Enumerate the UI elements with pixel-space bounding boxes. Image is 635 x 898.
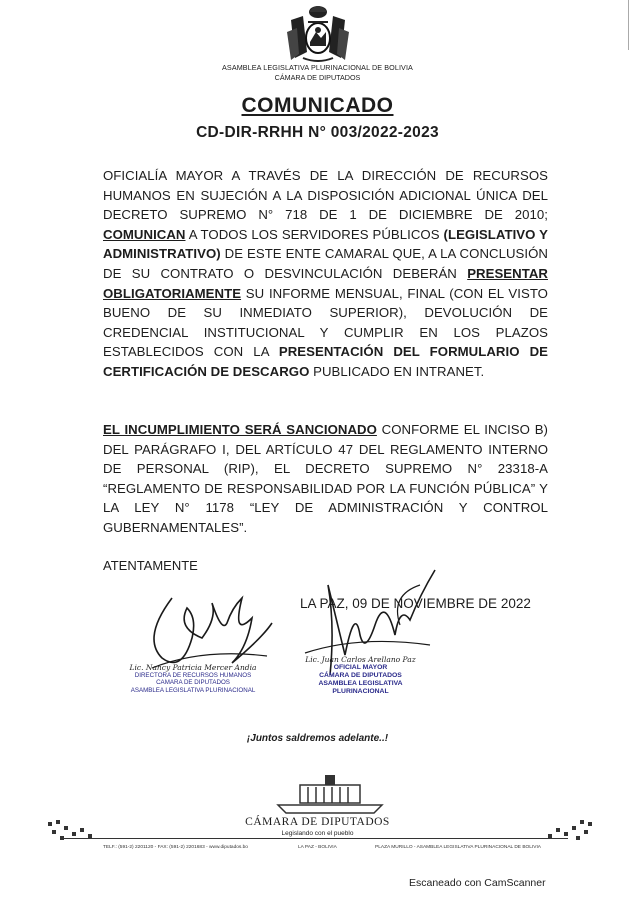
footer-address: PLAZA MURILLO - ASAMBLEA LEGISLATIVA PLURINACIONAL DE BOLIVIA: [375, 845, 541, 850]
footer-divider: [60, 838, 568, 839]
signer-left-name: Lic. Nancy Patricia Mercer Andia: [129, 663, 257, 672]
signature-left-stamp: [128, 664, 258, 694]
document-code: CD-DIR-RRHH N° 003/2022-2023: [196, 124, 439, 141]
legislative-palace-icon: [270, 775, 390, 817]
letterhead-assembly: ASAMBLEA LEGISLATIVA PLURINACIONAL DE BOLIVIA: [222, 63, 413, 72]
scan-edge-mark: [628, 0, 629, 50]
signer-right-name: Lic. Juan Carlos Arellano Paz: [305, 655, 416, 664]
letterhead-chamber: CÁMARA DE DIPUTADOS: [274, 73, 361, 82]
bolivia-coat-of-arms-icon: [283, 2, 353, 64]
footer-city: LA PAZ - BOLIVIA: [298, 845, 337, 850]
document-title: COMUNICADO: [241, 94, 394, 117]
signer-left-chamber: CAMARA DE DIPUTADOS: [156, 679, 230, 686]
footer-contact: TELF.: (591-2) 2201120 - FAX: (591-2) 2201683 - www.diputados.bo: [103, 845, 248, 850]
signer-right-title: OFICIAL MAYOR: [333, 664, 388, 671]
salutation: ATENTAMENTE: [103, 558, 198, 573]
motto: ¡Juntos saldremos adelante..!: [246, 733, 389, 744]
signature-right-stamp: [303, 656, 418, 696]
footer-tagline: Legislando con el pueblo: [281, 830, 354, 837]
date-line: LA PAZ, 09 DE NOVIEMBRE DE 2022: [300, 596, 531, 611]
footer-chamber-name: CÁMARA DE DIPUTADOS: [245, 816, 390, 828]
scanner-watermark: Escaneado con CamScanner: [409, 877, 546, 889]
signer-left-assembly: ASAMBLEA LEGISLATIVA PLURINACIONAL: [130, 686, 256, 694]
signer-right-chamber: CÁMARA DE DIPUTADOS: [319, 672, 402, 679]
signer-right-assembly: ASAMBLEA LEGISLATIVA PLURINACIONAL: [318, 680, 403, 695]
signer-left-title: DIRECTORA DE RECURSOS HUMANOS: [134, 671, 252, 679]
paragraph-communication: OFICIALÍA MAYOR A TRAVÉS DE LA DIRECCIÓN DE RECURSOS HUMANOS EN SUJECIÓN A LA DISPOSICIÓN ADICIONAL ÚNICA DEL DECRETO SUPREMO N° 718 DE 1 DE DICIEMBRE DE 2010; COMUNICAN A TODOS LOS SERVIDORES PÚBLICOS (LEGISLATIVO Y ADMINISTRATIVO) DE ESTE ENTE CAMARAL QUE, A LA CONCLUSIÓN DE SU CONTRATO O DESVINCULACIÓN DEBERÁN PRESENTAR OBLIGATORIAMENTE SU INFORME MENSUAL, FINAL (CON EL VISTO BUENO DE SU INMEDIATO SUPERIOR), DEVOLUCIÓN DE CREDENCIAL INSTITUCIONAL Y CUMPLIR EN LOS PLAZOS ESTABLECIDOS CON LA PRESENTACIÓN DEL FORMULARIO DE CERTIFICACIÓN DE DESCARGO PUBLICADO EN INTRANET.: [103, 168, 548, 379]
paragraph-sanction: EL INCUMPLIMIENTO SERÁ SANCIONADO CONFORME EL INCISO B) DEL PARÁGRAFO I, DEL ARTÍCULO 47 DEL REGLAMENTO INTERNO DE PERSONAL (RIP), EL DECRETO SUPREMO N° 23318-A “REGLAMENTO DE RESPONSABILIDAD POR LA FUNCIÓN PÚBLICA” Y LA LEY N° 1178 “LEY DE ADMINISTRACIÓN Y CONTROL GUBERNAMENTALES”.: [103, 422, 548, 535]
